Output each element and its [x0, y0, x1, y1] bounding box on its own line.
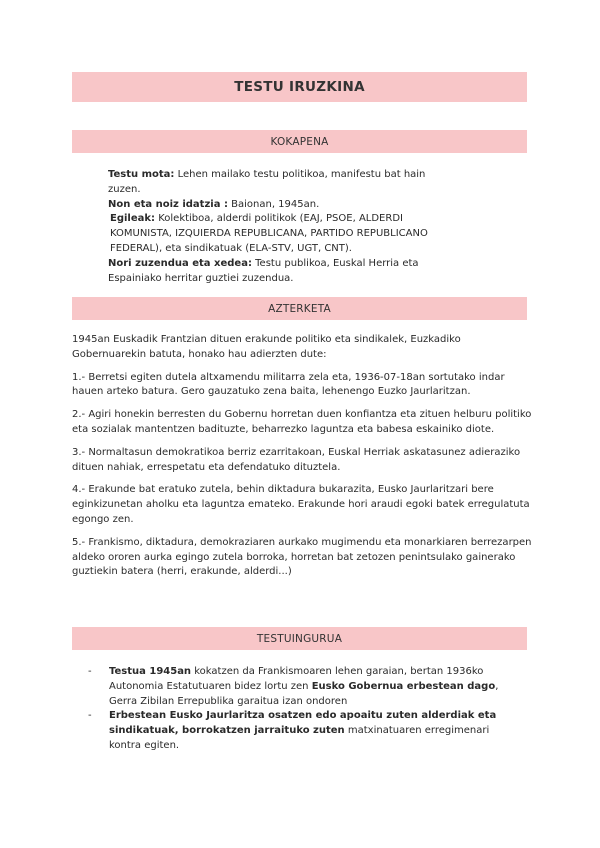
egileak-value: Kolektiboa, alderdi politikok (EAJ, PSOE, ALDERDI KOMUNISTA, IZQUIERDA REPUBLICANA, PARTIDO REPUBLICANO FEDERAL), eta sindikatuak (ELA-STV, UGT, CNT). [110, 213, 428, 254]
non-noiz-line [108, 198, 448, 213]
azterketa-point: 1.- Berretsi egiten dutela altxamendu militarra zela eta, 1936-07-18an sortutako indar hauen arteko batura. Gero gauzatuko zena baita, lehenengo Euzko Jaurlaritzan. [72, 371, 505, 398]
egileak-label: Egileak: [110, 213, 156, 225]
dash-bullet: - [88, 666, 92, 677]
document-title: TESTU IRUZKINA [72, 72, 527, 102]
azterketa-point: 5.- Frankismo, diktadura, demokraziaren aurkako mugimendu eta monarkiaren berrezarpen aldeko ororen aurka egingo zutela borroka, horretan bat zetozen penintsulako gainerako guztiekin batera (herri, erakunde, alderdi...) [72, 536, 532, 578]
azterketa-intro: 1945an Euskadik Frantzian dituen erakunde politiko eta sindikalek, Euzkadiko Gobernuarekin batuta, honako hau adierzten dute: [72, 334, 461, 360]
bullet-item [88, 665, 508, 709]
testu-mota-line [108, 168, 448, 198]
bold-text: Erbestean Eusko Jaurlaritza osatzen edo apoaitu zuten alderdiak eta sindikatuak, borrokatzen jarraituko zuten [109, 710, 497, 737]
testuingurua-section [88, 665, 508, 754]
non-noiz-value: Baionan, 1945an. [227, 198, 320, 210]
non-noiz-label: Non eta noiz idatzia : [108, 198, 228, 210]
bold-text: Testua 1945an [109, 666, 192, 677]
dash-bullet: - [88, 710, 92, 722]
bullet-text: matxinatuaren erregimenari kontra egiten. [109, 725, 490, 751]
kokapena-section [108, 168, 448, 286]
azterketa-section [72, 333, 532, 588]
nori-zuzendua-line [108, 257, 448, 287]
section-heading-testuingurua: TESTUINGURUA [72, 627, 527, 650]
bold-text: Eusko Gobernua erbestean dago [311, 680, 496, 692]
azterketa-point: 2.- Agiri honekin berresten du Gobernu horretan duen konfiantza eta zituen helburu politiko eta sozialak mantentzen badituzte, beharrezko laguntza eta babesa eskainiko diote. [72, 409, 532, 435]
section-heading-azterketa: AZTERKETA [72, 297, 527, 320]
testu-mota-label: Testu mota: [108, 169, 175, 180]
bullet-item [88, 709, 508, 753]
azterketa-point: 4.- Erakunde bat eratuko zutela, behin diktadura bukarazita, Eusko Jaurlaritzari bere eginkizunetan aholku eta laguntza emateko. Erakunde hori araudi egoki batek erregulatuta egongo zen. [72, 484, 530, 525]
bullet-text: , Gerra Zibilan Errepublika garaitua izan ondoren [109, 680, 499, 707]
testu-mota-value: Lehen mailako testu politikoa, manifestu bat hain zuzen. [108, 169, 426, 195]
azterketa-point: 3.- Normaltasun demokratikoa berriz ezarritakoan, Euskal Herriak askatasunez adieraziko dituen nahiak, errespetatu eta defendatuko dituztela. [72, 446, 521, 473]
nori-zuzendua-label: Nori zuzendua eta xedea: [108, 257, 252, 269]
egileak-line [108, 212, 448, 256]
nori-zuzendua-value: Testu publikoa, Euskal Herria eta Espainiako herritar guztiei zuzendua. [108, 257, 419, 284]
section-heading-kokapena: KOKAPENA [72, 130, 527, 153]
bullet-text: kokatzen da Frankismoaren lehen garaian, bertan 1936ko Autonomia Estatutuaren bidez lortu zen [109, 666, 484, 692]
